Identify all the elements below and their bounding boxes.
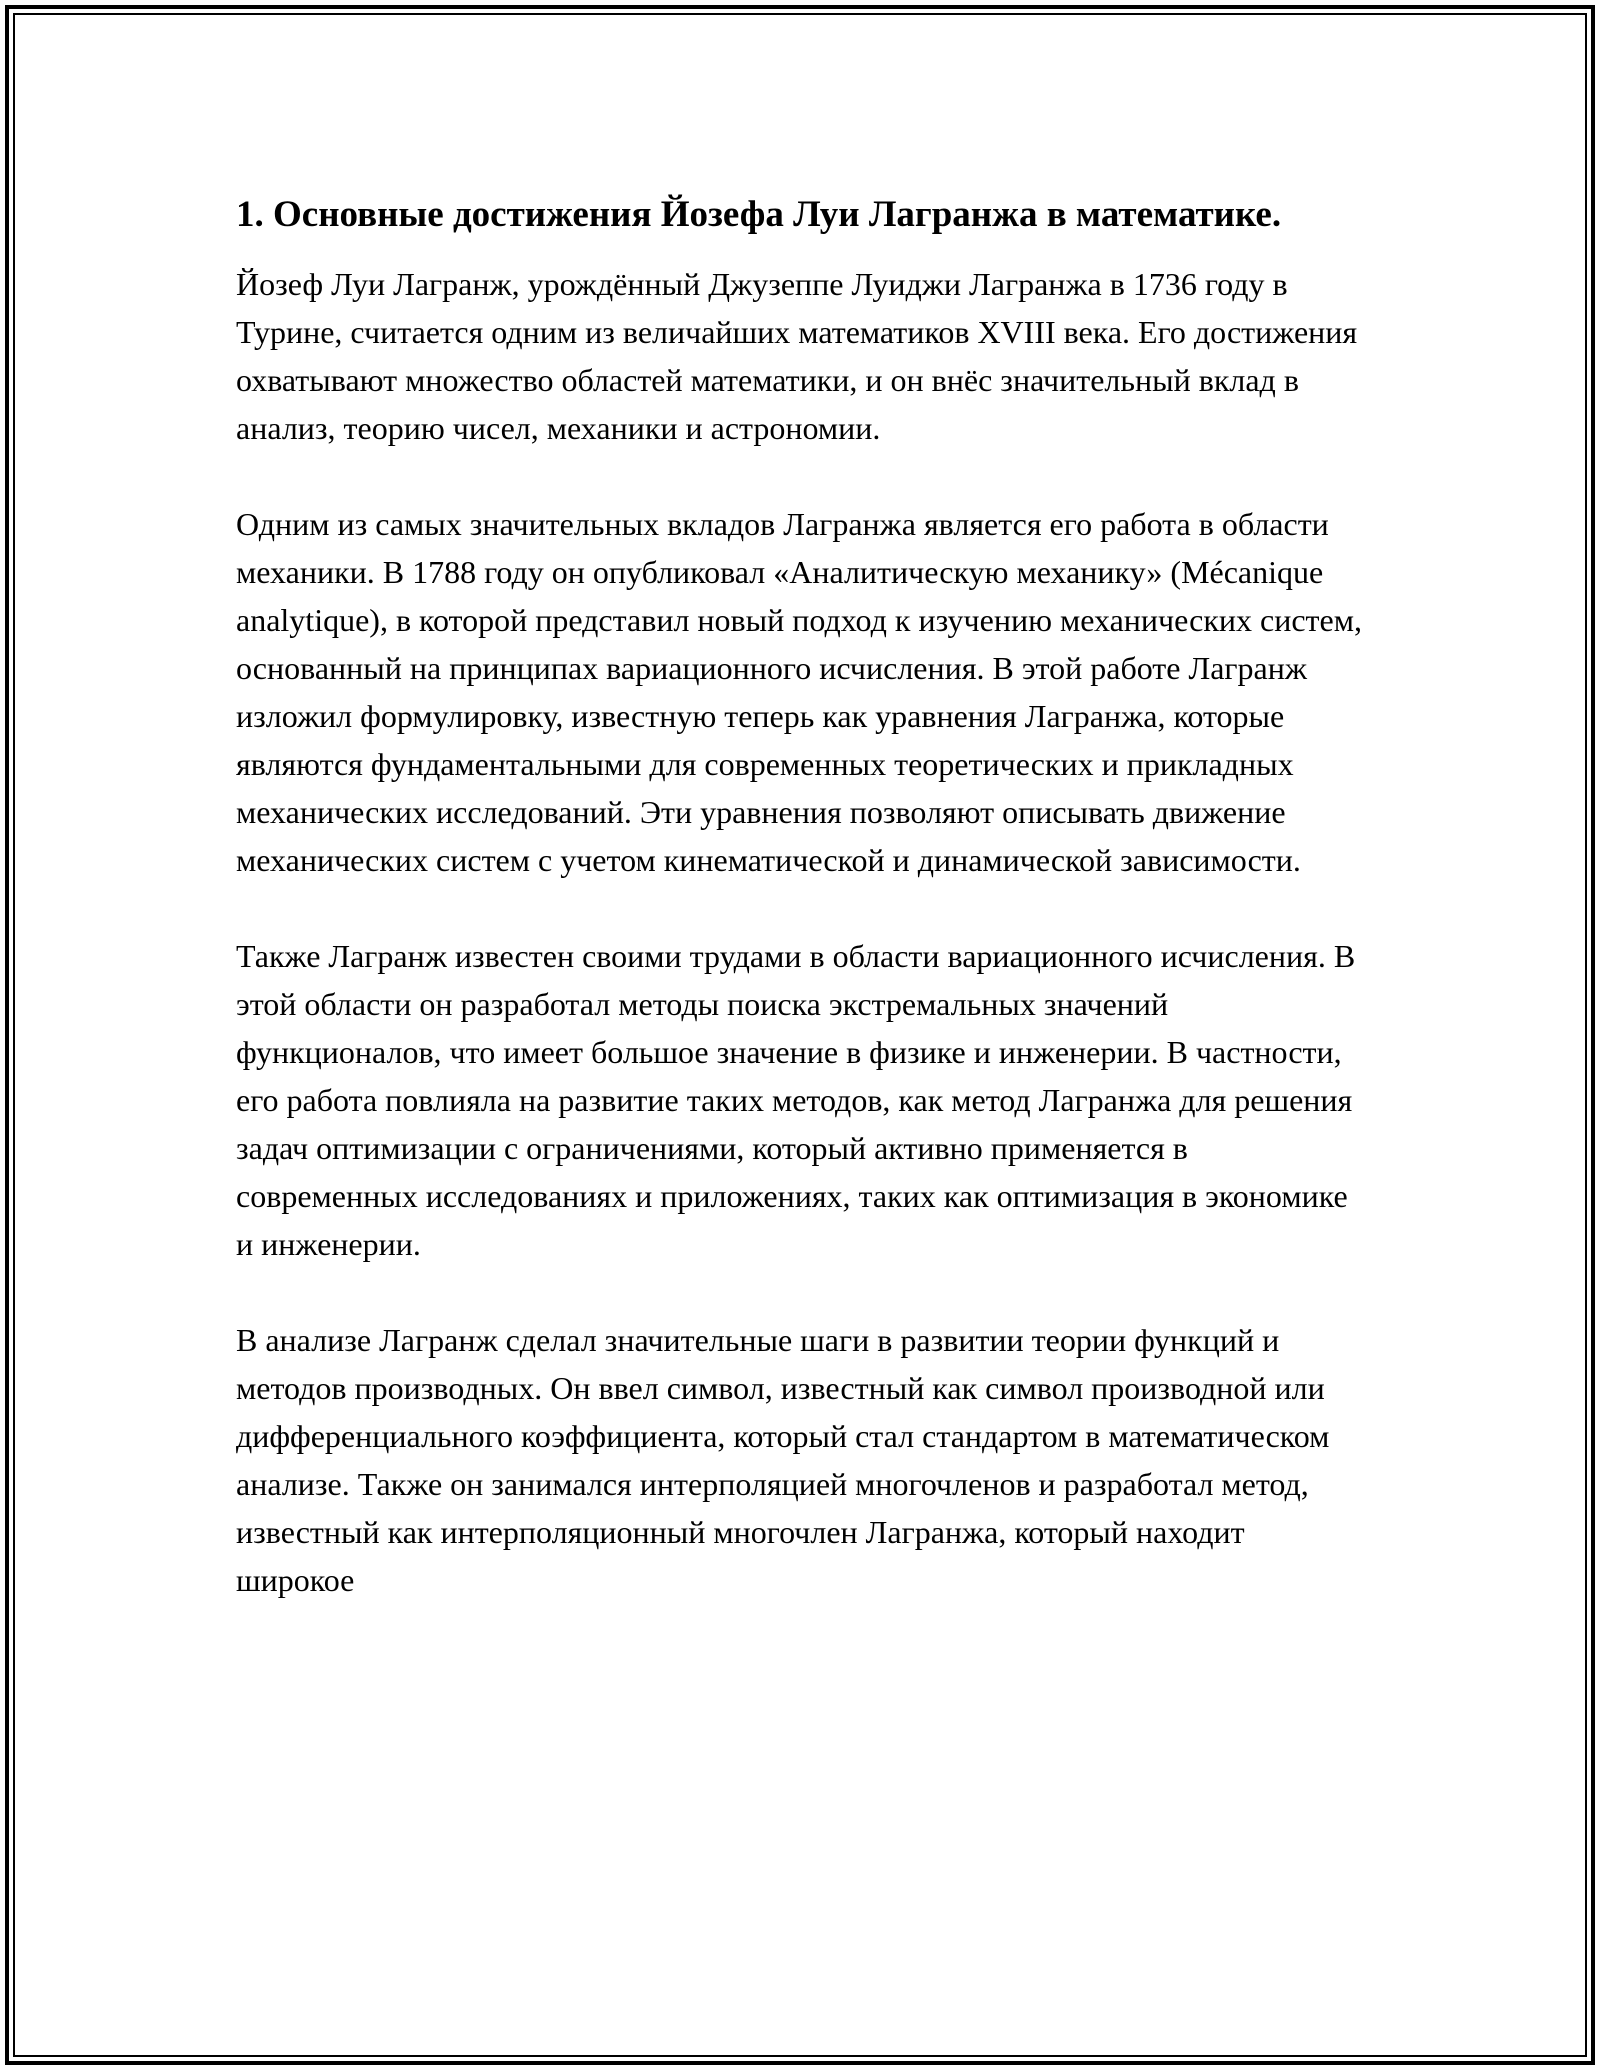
paragraph-analysis: В анализе Лагранж сделал значительные шаги в развитии теории функций и методов производных. Он ввел символ, известный как символ производной или дифференциального коэффициента, который стал стандартом в математическом анализе. Также он занимался интерполяцией многочленов и разработал метод, известный как интерполяционный многочлен Лагранжа, который находит широкое (236, 1322, 1330, 1598)
section-heading: 1. Основные достижения Йозефа Луи Лагранжа в математике. (236, 194, 1282, 235)
document-body (236, 190, 1370, 1652)
paragraph-mechanics: Одним из самых значительных вкладов Лагранжа является его работа в области механики. В 1788 году он опубликовал «Аналитическую механику» (Mécanique analytique), в которой представил новый подход к изучению механических систем, основанный на принципах вариационного исчисления. В этой работе Лагранж изложил формулировку, известную теперь как уравнения Лагранжа, которые являются фундаментальными для современных теоретических и прикладных механических исследований. Эти уравнения позволяют описывать движение механических систем с учетом кинематической и динамической зависимости. (236, 506, 1362, 878)
paragraph-variational-calculus: Также Лагранж известен своими трудами в области вариационного исчисления. В этой области он разработал методы поиска экстремальных значений функционалов, что имеет большое значение в физике и инженерии. В частности, его работа повлияла на развитие таких методов, как метод Лагранжа для решения задач оптимизации с ограничениями, который активно применяется в современных исследованиях и приложениях, таких как оптимизация в экономике и инженерии. (236, 938, 1356, 1262)
paragraph-intro: Йозеф Луи Лагранж, урождённый Джузеппе Луиджи Лагранжа в 1736 году в Турине, считается одним из величайших математиков XVIII века. Его достижения охватывают множество областей математики, и он внёс значительный вклад в анализ, теорию чисел, механики и астрономии. (236, 266, 1358, 446)
